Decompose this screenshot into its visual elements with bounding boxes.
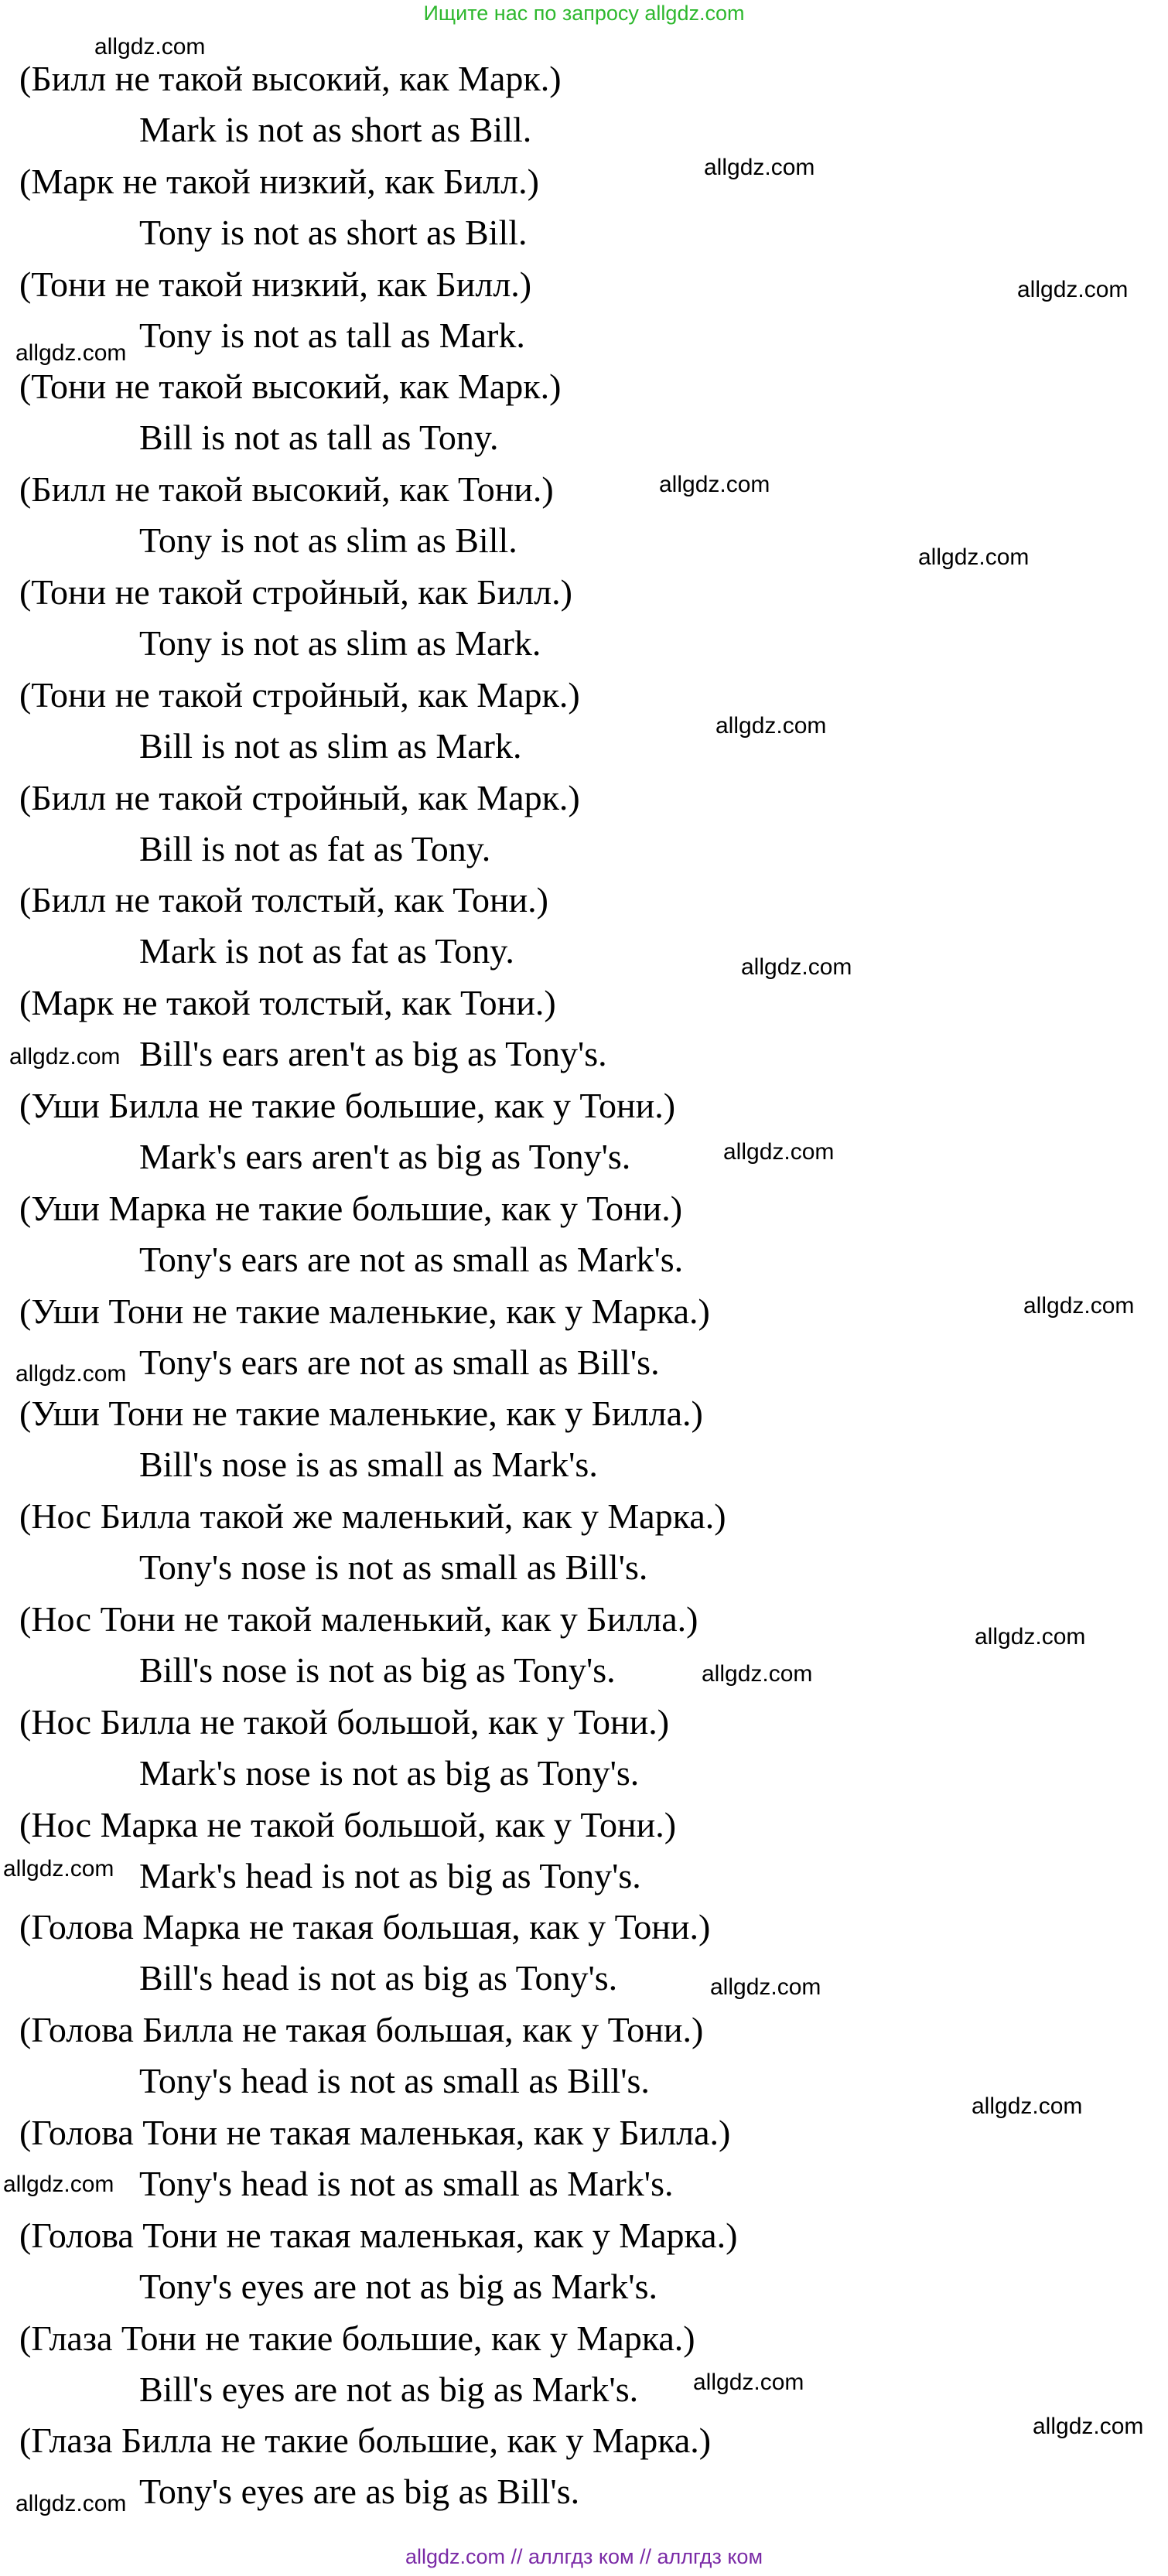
english-sentence: Bill's ears aren't as big as Tony's. xyxy=(139,1034,607,1074)
watermark: allgdz.com xyxy=(15,1361,127,1387)
sentence-list xyxy=(0,56,1086,2520)
russian-translation: (Глаза Тони не такие большие, как у Марка.) xyxy=(19,2318,695,2358)
watermark: allgdz.com xyxy=(741,954,852,980)
english-sentence: Tony is not as tall as Mark. xyxy=(139,315,525,355)
english-sentence: Mark's nose is not as big as Tony's. xyxy=(139,1752,640,1793)
sentence-pair xyxy=(0,672,1083,775)
english-sentence: Bill is not as slim as Mark. xyxy=(139,725,522,766)
watermark: allgdz.com xyxy=(975,1624,1086,1650)
watermark: allgdz.com xyxy=(972,2093,1083,2119)
sentence-pair xyxy=(0,1904,1083,2007)
watermark: allgdz.com xyxy=(9,1044,121,1070)
watermark: allgdz.com xyxy=(3,1856,114,1882)
watermark: allgdz.com xyxy=(693,2370,804,2395)
english-sentence: Tony is not as slim as Bill. xyxy=(139,520,517,561)
russian-translation: (Уши Тони не такие маленькие, как у Билла.) xyxy=(19,1394,703,1434)
watermark: allgdz.com xyxy=(1017,277,1129,302)
first-translation: (Билл не такой высокий, как Марк.) xyxy=(19,59,562,98)
sentence-pair xyxy=(0,2417,1083,2520)
watermark: allgdz.com xyxy=(715,713,827,739)
english-sentence: Bill is not as tall as Tony. xyxy=(139,418,499,458)
russian-translation: (Голова Тони не такая маленькая, как у Марка.) xyxy=(19,2215,738,2255)
english-sentence: Tony's nose is not as small as Bill's. xyxy=(139,1547,648,1588)
sentence-pair xyxy=(0,363,1083,466)
russian-translation: (Тони не такой низкий, как Билл.) xyxy=(19,264,532,304)
english-sentence: Mark's ears aren't as big as Tony's. xyxy=(139,1136,631,1176)
russian-translation: (Тони не такой стройный, как Марк.) xyxy=(19,674,580,715)
russian-translation: (Уши Марка не такие большие, как у Тони.) xyxy=(19,1188,683,1228)
sentence-pair xyxy=(0,1288,1083,1391)
russian-translation: (Марк не такой низкий, как Билл.) xyxy=(19,161,539,201)
russian-translation: (Голова Тони не такая маленькая, как у Билла.) xyxy=(19,2112,731,2152)
english-sentence: Tony's eyes are not as big as Mark's. xyxy=(139,2266,657,2306)
english-sentence: Mark is not as short as Bill. xyxy=(139,110,532,149)
english-sentence: Bill's eyes are not as big as Mark's. xyxy=(139,2369,639,2409)
russian-translation: (Нос Билла не такой большой, как у Тони.) xyxy=(19,1701,670,1742)
english-sentence: Tony is not as short as Bill. xyxy=(139,212,528,252)
english-sentence: Tony's ears are not as small as Mark's. xyxy=(139,1239,684,1279)
watermark: allgdz.com xyxy=(3,2172,114,2197)
russian-translation: (Тони не такой стройный, как Билл.) xyxy=(19,571,572,612)
russian-translation: (Билл не такой высокий, как Тони.) xyxy=(19,469,554,510)
russian-translation: (Билл не такой стройный, как Марк.) xyxy=(19,777,580,817)
english-sentence: Mark's head is not as big as Tony's. xyxy=(139,1855,641,1895)
russian-translation: (Нос Марка не такой большой, как у Тони.) xyxy=(19,1804,677,1844)
sentence-pair xyxy=(0,1596,1086,1699)
sentence-pair xyxy=(0,2110,1083,2213)
watermark: allgdz.com xyxy=(94,34,206,60)
watermark: allgdz.com xyxy=(704,155,815,180)
russian-translation: (Голова Билла не такая большая, как у Тони.) xyxy=(19,2010,704,2050)
watermark: allgdz.com xyxy=(702,1661,813,1687)
russian-translation: (Билл не такой толстый, как Тони.) xyxy=(19,880,549,920)
english-sentence: Tony's ears are not as small as Bill's. xyxy=(139,1342,660,1382)
russian-translation: (Уши Билла не такие большие, как у Тони.) xyxy=(19,1085,676,1125)
russian-translation: (Голова Марка не такая большая, как у Тони.) xyxy=(19,1907,711,1947)
sentence-pair xyxy=(0,1699,1083,1802)
english-sentence: Tony is not as slim as Mark. xyxy=(139,623,541,663)
sentence-pair xyxy=(0,877,1083,980)
russian-translation: (Нос Тони не такой маленький, как у Билла.) xyxy=(19,1598,698,1639)
russian-translation: (Тони не такой высокий, как Марк.) xyxy=(19,367,562,407)
watermark: allgdz.com xyxy=(1033,2414,1144,2439)
sentence-pair xyxy=(0,261,1083,364)
watermark: allgdz.com xyxy=(15,340,127,366)
watermark: allgdz.com xyxy=(15,2491,127,2516)
russian-translation: (Нос Билла такой же маленький, как у Марка.) xyxy=(19,1496,726,1537)
english-sentence: Bill is not as fat as Tony. xyxy=(139,828,491,868)
russian-translation: (Уши Тони не такие маленькие, как у Марка.) xyxy=(19,1291,710,1331)
english-sentence: Tony's head is not as small as Bill's. xyxy=(139,2061,650,2101)
watermark: allgdz.com xyxy=(918,544,1030,570)
english-sentence: Mark is not as fat as Tony. xyxy=(139,931,514,971)
english-sentence: Tony's head is not as small as Mark's. xyxy=(139,2163,674,2203)
watermark: allgdz.com xyxy=(659,472,770,497)
sentence-pair xyxy=(0,1802,1083,1905)
english-sentence: Bill's head is not as big as Tony's. xyxy=(139,1958,618,1998)
sentence-pair xyxy=(0,775,1083,878)
last-english-sentence: Tony's eyes are as big as Bill's. xyxy=(139,2472,580,2512)
english-sentence: Bill's nose is as small as Mark's. xyxy=(139,1445,598,1485)
top-search-banner: Ищите нас по запросу allgdz.com xyxy=(423,2,745,25)
sentence-pair xyxy=(0,569,1083,672)
sentence-pair xyxy=(0,1186,1083,1288)
english-sentence: Bill's nose is not as big as Tony's. xyxy=(139,1650,616,1690)
russian-translation: (Марк не такой толстый, как Тони.) xyxy=(19,983,556,1023)
watermark: allgdz.com xyxy=(1023,1293,1135,1319)
sentence-pair xyxy=(0,2213,1083,2315)
sentence-pair xyxy=(0,980,1083,1083)
sentence-pair xyxy=(0,159,1083,261)
sentence-pair xyxy=(0,2007,1083,2110)
sentence-pair xyxy=(0,1083,1083,1186)
russian-translation: (Глаза Билла не такие большие, как у Марка.) xyxy=(19,2421,712,2461)
bottom-site-banner: allgdz.com // аллгдз ком // аллгдз ком xyxy=(405,2545,763,2568)
watermark: allgdz.com xyxy=(710,1974,821,2000)
sentence-pair xyxy=(0,1390,1083,1493)
sentence-pair xyxy=(0,56,1083,159)
sentence-pair xyxy=(0,2315,1083,2418)
watermark: allgdz.com xyxy=(723,1139,835,1165)
sentence-pair xyxy=(0,1493,1083,1596)
